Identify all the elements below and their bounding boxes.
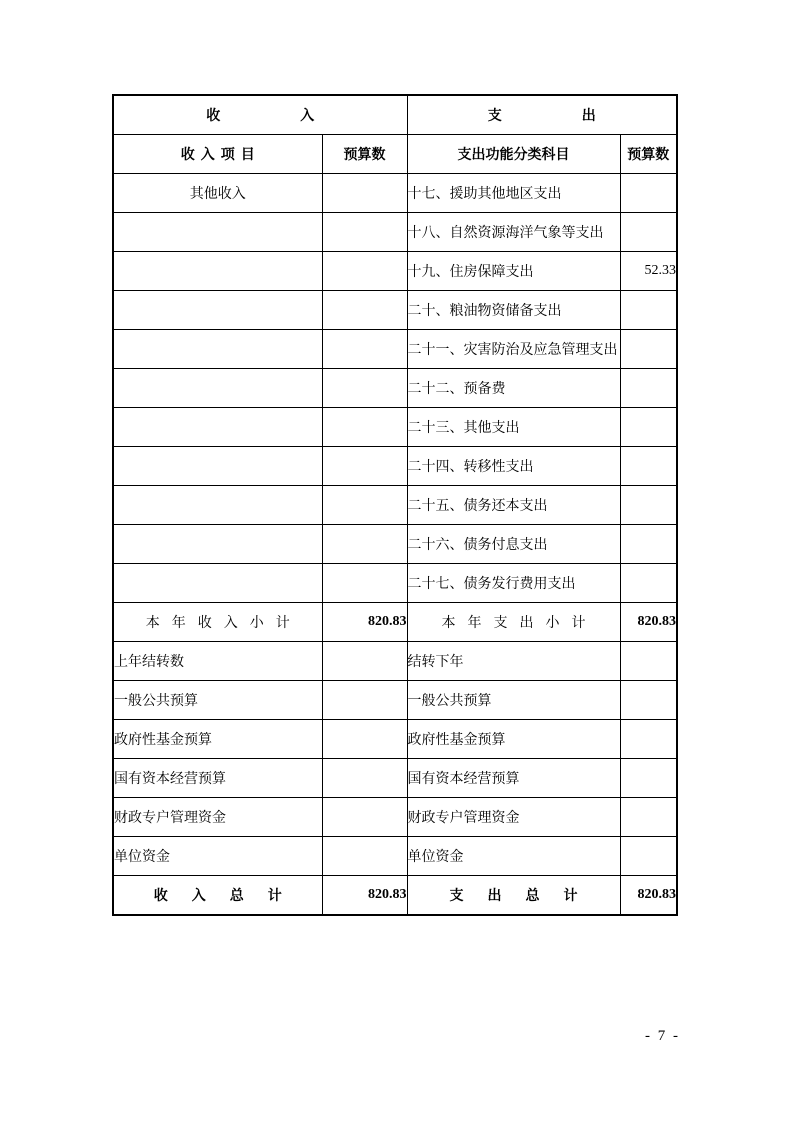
- table-row: [113, 369, 677, 408]
- table-row: [113, 486, 677, 525]
- budget-table: [112, 94, 678, 916]
- income-item-cell: 一般公共预算: [113, 681, 322, 720]
- expense-item-cell: 财政专户管理资金: [407, 798, 620, 837]
- expense-amount-cell: [620, 447, 677, 486]
- income-item-cell: [113, 291, 322, 330]
- expense-item-cell: 二十三、其他支出: [407, 408, 620, 447]
- expense-amount-cell: [620, 837, 677, 876]
- expense-item-cell: 十九、住房保障支出: [407, 252, 620, 291]
- income-item-cell: 单位资金: [113, 837, 322, 876]
- income-item-cell: [113, 330, 322, 369]
- income-item-cell: 国有资本经营预算: [113, 759, 322, 798]
- income-amount-cell: [322, 486, 407, 525]
- income-item-cell: 其他收入: [113, 174, 322, 213]
- expense-amount-cell: [620, 486, 677, 525]
- income-total-label: 收入总计: [113, 876, 322, 916]
- table-row: [113, 252, 677, 291]
- expense-amount-cell: [620, 174, 677, 213]
- table-row: [113, 681, 677, 720]
- income-amount-cell: [322, 447, 407, 486]
- expense-amount-cell: [620, 408, 677, 447]
- income-amount-cell: [322, 174, 407, 213]
- expense-total-value: 820.83: [620, 876, 677, 916]
- expense-total-label: 支出总计: [407, 876, 620, 916]
- expense-amount-cell: [620, 291, 677, 330]
- income-item-cell: [113, 525, 322, 564]
- expense-amount-cell: [620, 564, 677, 603]
- income-section-title: 收入: [113, 95, 407, 135]
- table-row: [113, 408, 677, 447]
- income-amount-cell: [322, 213, 407, 252]
- table-row-column-headers: [113, 135, 677, 174]
- table-row-subtotal: [113, 603, 677, 642]
- expense-amount-cell: 52.33: [620, 252, 677, 291]
- expense-amount-cell: [620, 681, 677, 720]
- income-carryover-value: [322, 642, 407, 681]
- income-amount-cell: [322, 408, 407, 447]
- expense-item-cell: 十七、援助其他地区支出: [407, 174, 620, 213]
- expense-amount-cell: [620, 369, 677, 408]
- income-item-cell: [113, 564, 322, 603]
- expense-amount-cell: [620, 798, 677, 837]
- expense-item-cell: 政府性基金预算: [407, 720, 620, 759]
- income-amount-cell: [322, 369, 407, 408]
- income-amount-cell: [322, 525, 407, 564]
- table-row: [113, 447, 677, 486]
- income-item-cell: 政府性基金预算: [113, 720, 322, 759]
- expense-amount-cell: [620, 759, 677, 798]
- table-row: [113, 330, 677, 369]
- expense-amount-cell: [620, 525, 677, 564]
- expense-carryover-value: [620, 642, 677, 681]
- expense-amount-cell: [620, 720, 677, 759]
- income-total-value: 820.83: [322, 876, 407, 916]
- expense-item-cell: 二十七、债务发行费用支出: [407, 564, 620, 603]
- table-row: [113, 759, 677, 798]
- income-amount-cell: [322, 759, 407, 798]
- table-row: [113, 213, 677, 252]
- income-amount-cell: [322, 720, 407, 759]
- table-row: [113, 837, 677, 876]
- expense-subtotal-value: 820.83: [620, 603, 677, 642]
- income-item-cell: [113, 408, 322, 447]
- income-amount-cell: [322, 330, 407, 369]
- income-amount-cell: [322, 252, 407, 291]
- table-row: [113, 564, 677, 603]
- income-amount-cell: [322, 291, 407, 330]
- expense-item-cell: 二十一、灾害防治及应急管理支出: [407, 330, 620, 369]
- table-row-total: [113, 876, 677, 916]
- expense-amount-cell: [620, 213, 677, 252]
- table-row-carryover: [113, 642, 677, 681]
- table-row: [113, 720, 677, 759]
- income-subtotal-label: 本年收入小计: [113, 603, 322, 642]
- income-amount-cell: [322, 564, 407, 603]
- income-item-column-header: 收入项目: [113, 135, 322, 174]
- income-item-cell: [113, 213, 322, 252]
- table-row: [113, 798, 677, 837]
- table-row-section-header: [113, 95, 677, 135]
- expense-item-cell: 二十、粮油物资储备支出: [407, 291, 620, 330]
- page-number: - 7 -: [645, 1028, 680, 1044]
- expense-item-cell: 国有资本经营预算: [407, 759, 620, 798]
- income-amount-cell: [322, 837, 407, 876]
- income-amount-cell: [322, 681, 407, 720]
- income-item-cell: [113, 252, 322, 291]
- expense-item-column-header: 支出功能分类科目: [407, 135, 620, 174]
- table-row: [113, 174, 677, 213]
- table-row: [113, 525, 677, 564]
- income-carryover-label: 上年结转数: [113, 642, 322, 681]
- table-row: [113, 291, 677, 330]
- income-item-cell: [113, 447, 322, 486]
- income-budget-column-header: 预算数: [322, 135, 407, 174]
- expense-item-cell: 二十六、债务付息支出: [407, 525, 620, 564]
- expense-item-cell: 二十二、预备费: [407, 369, 620, 408]
- expense-item-cell: 一般公共预算: [407, 681, 620, 720]
- income-item-cell: 财政专户管理资金: [113, 798, 322, 837]
- expense-section-title: 支出: [407, 95, 677, 135]
- expense-amount-cell: [620, 330, 677, 369]
- expense-carryover-label: 结转下年: [407, 642, 620, 681]
- expense-item-cell: 二十五、债务还本支出: [407, 486, 620, 525]
- expense-item-cell: 单位资金: [407, 837, 620, 876]
- income-item-cell: [113, 369, 322, 408]
- income-amount-cell: [322, 798, 407, 837]
- income-subtotal-value: 820.83: [322, 603, 407, 642]
- expense-item-cell: 十八、自然资源海洋气象等支出: [407, 213, 620, 252]
- income-item-cell: [113, 486, 322, 525]
- expense-budget-column-header: 预算数: [620, 135, 677, 174]
- expense-subtotal-label: 本年支出小计: [407, 603, 620, 642]
- expense-item-cell: 二十四、转移性支出: [407, 447, 620, 486]
